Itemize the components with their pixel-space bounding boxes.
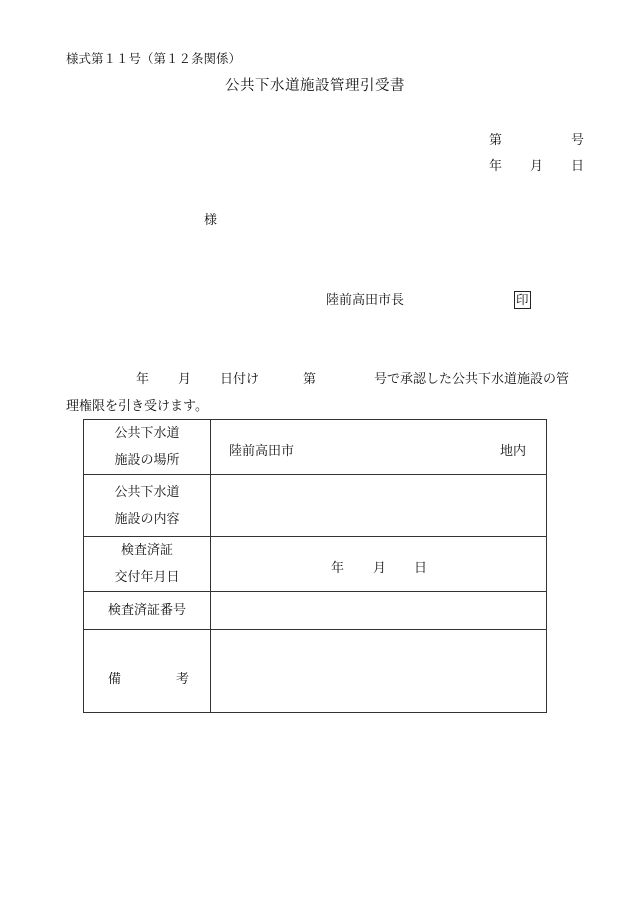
- row-cert-number: [84, 592, 547, 630]
- location-city: 陸前高田市: [229, 444, 295, 459]
- form-number: 様式第１１号（第１２条関係）: [66, 51, 242, 66]
- remarks-label-right: 考: [176, 672, 190, 687]
- content-label-line1: 公共下水道: [114, 484, 180, 500]
- seal-stamp-box: 印: [516, 292, 529, 307]
- doc-number-prefix: 第: [489, 133, 503, 148]
- content-value: [211, 475, 547, 537]
- remarks-label: [84, 630, 211, 713]
- location-value: [211, 420, 547, 475]
- body-text-line2: 理権限を引き受けます。: [66, 399, 208, 414]
- doc-date-day: 日: [571, 159, 585, 174]
- body-month: 月: [178, 372, 192, 387]
- cert-date-year: 年: [331, 561, 345, 576]
- body-number-prefix: 第: [303, 372, 317, 387]
- body-dated: 日付け: [220, 372, 260, 387]
- location-label-line2: 施設の場所: [114, 453, 180, 468]
- row-location: [84, 420, 547, 475]
- issuer-name: 陸前高田市長: [326, 293, 405, 308]
- cert-number-label: 検査済証番号: [84, 592, 211, 630]
- doc-date-month: 月: [530, 159, 544, 174]
- location-label-line1: 公共下水道: [114, 426, 180, 441]
- row-cert-date: [84, 537, 547, 592]
- facility-table: [83, 419, 547, 713]
- doc-date-year: 年: [489, 159, 503, 174]
- content-label-line2: 施設の内容: [114, 511, 180, 527]
- remarks-label-box: [84, 630, 210, 712]
- cert-date-day: 日: [414, 561, 428, 576]
- body-year: 年: [136, 372, 150, 387]
- remarks-label-left: 備: [108, 672, 122, 687]
- cert-date-label-line1: 検査済証: [120, 543, 173, 558]
- doc-number-suffix: 号: [571, 133, 585, 148]
- cert-date-value: [211, 537, 547, 592]
- body-text-line1: 号で承認した公共下水道施設の管: [374, 372, 570, 387]
- addressee-honorific: 様: [204, 213, 218, 228]
- row-remarks: [84, 630, 547, 713]
- cert-date-label-line2: 交付年月日: [114, 570, 180, 585]
- content-label: [84, 475, 211, 537]
- remarks-value: [211, 630, 547, 713]
- location-label: [84, 420, 211, 475]
- document-title: 公共下水道施設管理引受書: [225, 78, 405, 94]
- cert-date-month: 月: [373, 561, 387, 576]
- cert-date-label: [84, 537, 211, 592]
- location-suffix: 地内: [499, 444, 526, 459]
- cert-number-value: [211, 592, 547, 630]
- row-content: [84, 475, 547, 537]
